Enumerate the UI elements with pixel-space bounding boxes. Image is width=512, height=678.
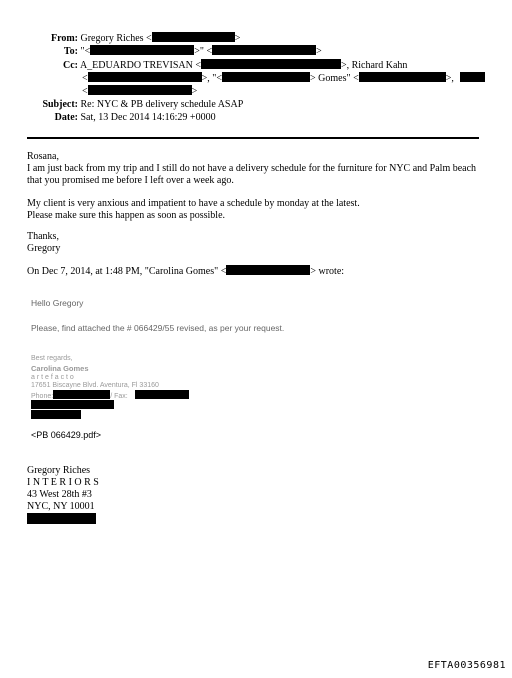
from-name: Gregory Riches < — [80, 33, 152, 44]
sig-name: Gregory Riches — [27, 465, 91, 476]
redaction-box — [460, 72, 485, 82]
redaction-box — [27, 513, 96, 524]
quoted-hello: Hello Gregory — [31, 298, 84, 308]
subject-label: Subject: — [42, 99, 78, 110]
signature-company: a r t e f a c t o — [31, 374, 74, 381]
sig-company: I N T E R I O R S — [27, 477, 99, 488]
signature-phone: Phone: / Fax: — [31, 390, 189, 400]
body-paragraph-2: My client is very anxious and impatient to have a schedule by monday at the latest. — [27, 198, 360, 209]
body-paragraph-1-cont: that you promised me before I left over a week ago. — [27, 175, 234, 186]
subject-line — [20, 99, 243, 111]
quoted-line: Please, find attached the # 066429/55 revised, as per your request. — [31, 323, 285, 333]
sender-name: Gregory — [27, 243, 61, 254]
subject-text: Re: NYC & PB delivery schedule ASAP — [80, 99, 244, 110]
signature-name: Carolina Gomes — [31, 364, 89, 373]
redaction-box — [88, 85, 192, 95]
cc-label: Cc: — [63, 60, 78, 71]
redaction-box — [31, 400, 114, 409]
redaction-box — [152, 32, 235, 42]
redaction-box — [31, 410, 81, 419]
date-label: Date: — [54, 112, 78, 123]
body-paragraph-1: I am just back from my trip and I still do not have a delivery schedule for the furniture for NYC and Palm beach — [27, 163, 477, 174]
cc-line-2: < >, "< > Gomes" < >, — [82, 72, 485, 85]
attachment-link[interactable]: <PB 066429.pdf> — [31, 430, 102, 440]
document-id: EFTA00356981 — [427, 660, 506, 671]
redaction-box — [226, 265, 310, 275]
greeting: Rosana, — [27, 151, 59, 162]
redaction-box — [88, 72, 202, 82]
header-divider — [27, 137, 479, 139]
sig-street: 43 West 28th #3 — [27, 489, 92, 500]
date-text: Sat, 13 Dec 2014 14:16:29 +0000 — [80, 112, 216, 123]
redaction-box — [90, 45, 194, 55]
body-paragraph-2-cont: Please make sure this happen as soon as possible. — [27, 210, 226, 221]
cc-line-3: < > — [82, 86, 198, 97]
redaction-box — [222, 72, 310, 82]
signature-address: 17651 Biscayne Blvd. Aventura, Fl 33160 — [31, 382, 159, 389]
regards: Best regards, — [31, 355, 73, 362]
to-label: To: — [63, 46, 78, 57]
quote-header: On Dec 7, 2014, at 1:48 PM, "Carolina Gomes" < > wrote: — [27, 266, 345, 277]
redaction-box — [201, 59, 341, 69]
sig-city: NYC, NY 10001 — [27, 501, 95, 512]
redaction-box — [53, 390, 110, 399]
from-line: From: Gregory Riches < > — [20, 32, 240, 45]
thanks: Thanks, — [27, 231, 59, 242]
redaction-box — [135, 390, 189, 399]
redaction-box — [212, 45, 316, 55]
date-line — [20, 112, 216, 124]
from-label: From: — [50, 33, 78, 44]
cc-line: Cc: A_EDUARDO TREVISAN < >, Richard Kahn — [20, 59, 407, 72]
to-line: To: "< >" < > — [20, 45, 322, 58]
redaction-box — [359, 72, 446, 82]
